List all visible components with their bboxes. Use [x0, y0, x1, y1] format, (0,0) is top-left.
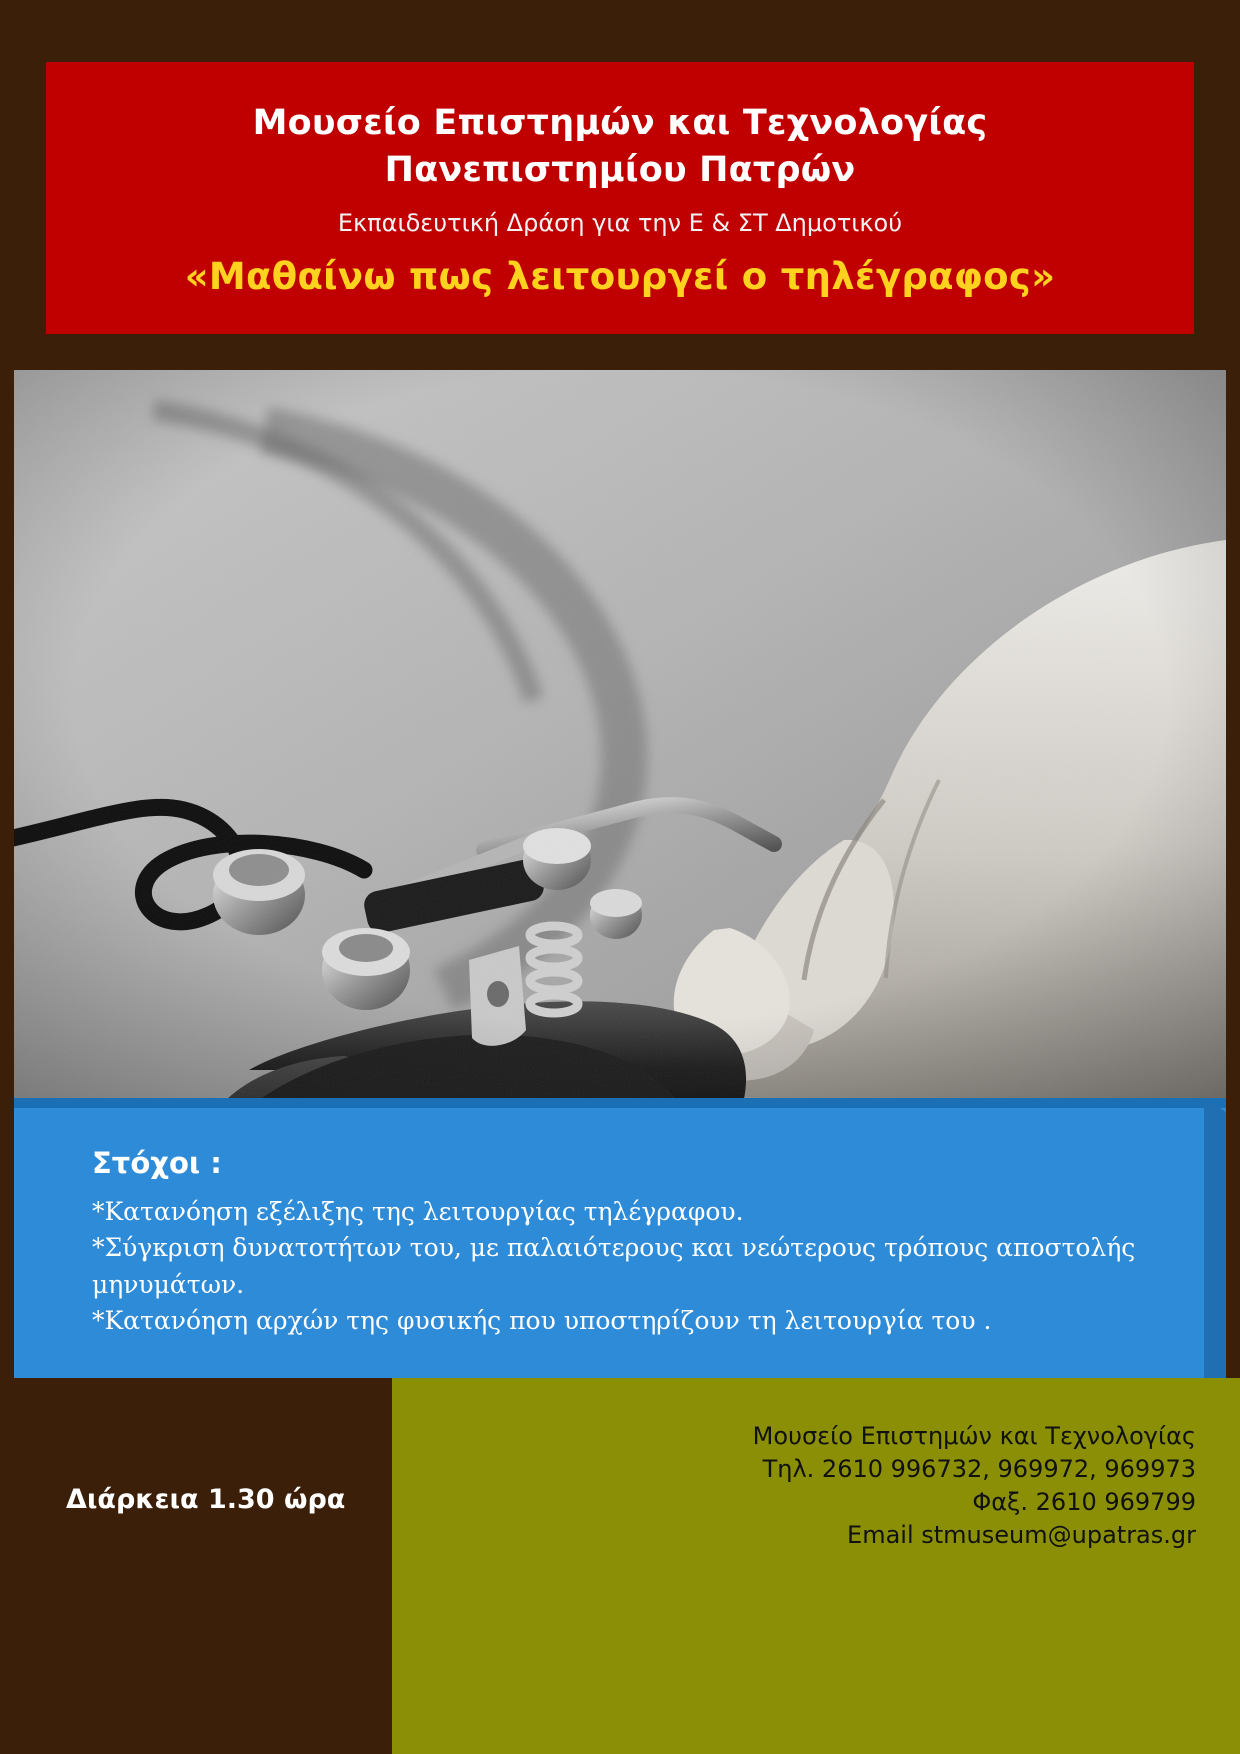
museum-title-line1: Μουσείο Επιστημών και Τεχνολογίας — [252, 103, 988, 143]
objectives-panel — [14, 1098, 1226, 1378]
objectives-content — [14, 1098, 1226, 1339]
footer-left-block — [0, 1378, 392, 1754]
objectives-title: Στόχοι : — [92, 1146, 222, 1180]
contact-block — [753, 1420, 1196, 1552]
telegraph-photo-illustration — [14, 370, 1226, 1098]
objective-item: *Κατανόηση εξέλιξης της λειτουργίας τηλέγραφου. — [92, 1197, 744, 1226]
header-band — [46, 62, 1194, 334]
museum-title — [46, 100, 1194, 193]
objective-item: *Σύγκριση δυνατοτήτων του, με παλαιότερους και νεώτερους τρόπους αποστολής μηνυμάτων. — [92, 1233, 1136, 1299]
activity-title: «Μαθαίνω πως λειτουργεί ο τηλέγραφος» — [184, 255, 1056, 299]
contact-fax: Φαξ. 2610 969799 — [972, 1488, 1196, 1517]
contact-org: Μουσείο Επιστημών και Τεχνολογίας — [752, 1422, 1196, 1450]
contact-phone: Τηλ. 2610 996732, 969972, 969973 — [762, 1455, 1196, 1484]
objective-item: *Κατανόηση αρχών της φυσικής που υποστηρίζουν τη λειτουργία του . — [92, 1305, 992, 1335]
contact-email: Email stmuseum@upatras.gr — [847, 1521, 1196, 1550]
museum-title-line2: Πανεπιστημίου Πατρών — [384, 149, 856, 190]
duration-label: Διάρκεια 1.30 ώρα — [66, 1484, 346, 1515]
header-subtitle: Εκπαιδευτική Δράση για την Ε & ΣΤ Δημοτικού — [337, 209, 903, 238]
telegraph-photo — [14, 370, 1226, 1098]
